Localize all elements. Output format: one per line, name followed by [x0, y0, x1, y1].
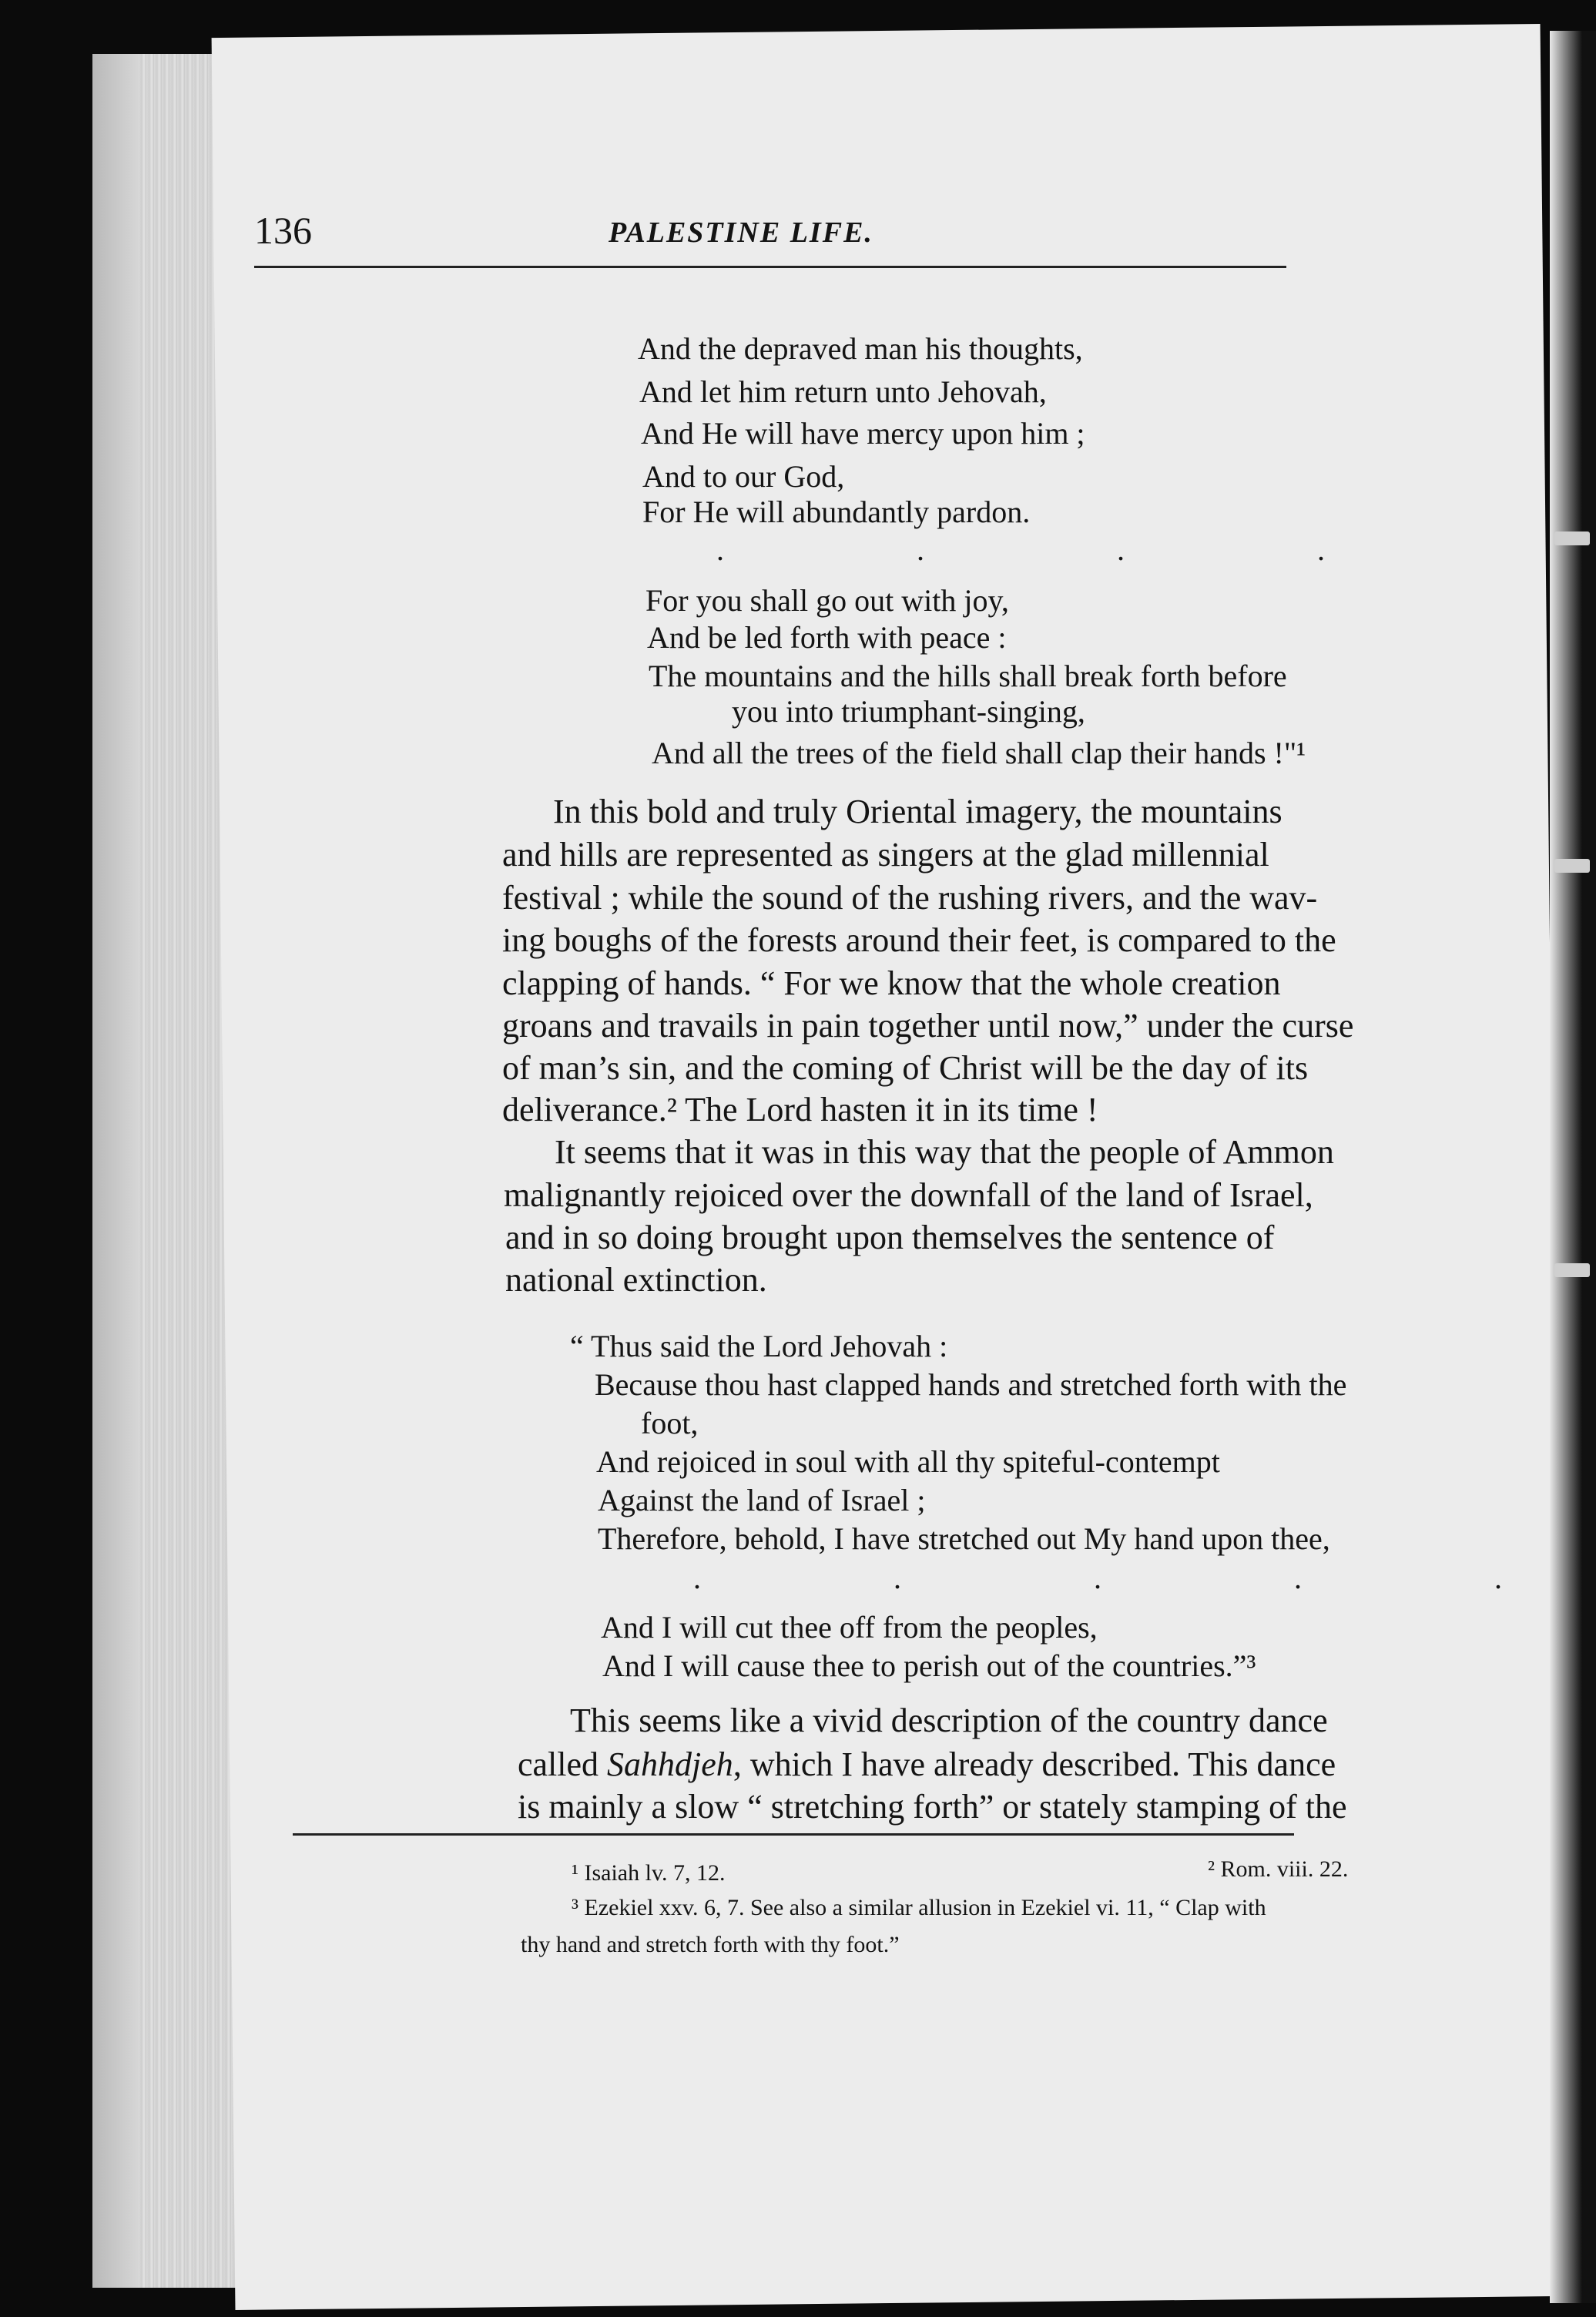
verse-line: And I will cause thee to perish out of the countries.”³ [602, 1648, 1256, 1683]
verse-line: And rejoiced in soul with all thy spiteful-contempt [596, 1444, 1220, 1479]
paragraph-line: In this bold and truly Oriental imagery, the mountains [553, 793, 1282, 830]
binding-tab [1554, 1263, 1590, 1277]
binding-shadow [1550, 31, 1596, 2303]
paragraph-line: malignantly rejoiced over the downfall of the land of Israel, [504, 1176, 1313, 1214]
paragraph-line: called Sahhdjeh, which I have already described. This dance [518, 1745, 1336, 1783]
verse-line: The mountains and the hills shall break forth before [649, 659, 1287, 693]
footnote: thy hand and stretch forth with thy foot.” [521, 1932, 900, 1957]
footnote-rule [293, 1833, 1294, 1836]
paragraph-line: national extinction. [505, 1261, 767, 1299]
paragraph-line: deliverance.² The Lord hasten it in its time ! [502, 1091, 1098, 1128]
binding-tab [1554, 859, 1590, 873]
paragraph-line: groans and travails in pain together until now,” under the curse [502, 1007, 1354, 1044]
verse-line: foot, [641, 1406, 699, 1440]
verse-line: For you shall go out with joy, [645, 583, 1009, 618]
verse-line: And I will cut thee off from the peoples, [601, 1610, 1098, 1645]
italic-term: Sahhdjeh [607, 1745, 733, 1783]
paragraph-line: festival ; while the sound of the rushing rivers, and the wav- [502, 879, 1318, 917]
ellipsis-dots: . . . . [716, 532, 1417, 567]
paragraph-line: This seems like a vivid description of the country dance [570, 1702, 1328, 1739]
verse-line: Because thou hast clapped hands and stretched forth with the [595, 1367, 1347, 1402]
verse-line: And the depraved man his thoughts, [638, 331, 1083, 366]
ellipsis-dots: . . . . . [693, 1561, 1594, 1595]
verse-line: “ Thus said the Lord Jehovah : [570, 1329, 948, 1363]
verse-line: And let him return unto Jehovah, [639, 374, 1047, 409]
verse-line: Against the land of Israel ; [598, 1483, 926, 1517]
verse-line: For He will abundantly pardon. [642, 495, 1031, 529]
running-title: PALESTINE LIFE. [609, 216, 873, 249]
paragraph-line: and in so doing brought upon themselves the sentence of [505, 1219, 1275, 1256]
paragraph-line: and hills are represented as singers at the glad millennial [502, 836, 1269, 873]
verse-line: And all the trees of the field shall clap their hands !"¹ [652, 736, 1306, 770]
verse-line: And be led forth with peace : [647, 620, 1007, 655]
paragraph-line: is mainly a slow “ stretching forth” or stately stamping of the [518, 1788, 1347, 1826]
paragraph-line: ing boughs of the forests around their feet, is compared to the [502, 921, 1336, 959]
verse-line: you into triumphant-singing, [732, 694, 1085, 729]
verse-line: And to our God, [642, 459, 845, 494]
header-rule [254, 266, 1286, 268]
footnote: ¹ Isaiah lv. 7, 12. [572, 1860, 726, 1886]
paragraph-line: It seems that it was in this way that the people of Ammon [555, 1133, 1334, 1171]
footnote: ² Rom. viii. 22. [1208, 1856, 1349, 1882]
page-edges-shadow [92, 54, 139, 2288]
verse-line: Therefore, behold, I have stretched out My hand upon thee, [598, 1521, 1330, 1556]
paragraph-line: clapping of hands. “ For we know that the whole creation [502, 964, 1281, 1002]
verse-line: And He will have mercy upon him ; [641, 416, 1085, 451]
footnote: ³ Ezekiel xxv. 6, 7. See also a similar allusion in Ezekiel vi. 11, “ Clap with [572, 1895, 1266, 1920]
binding-tab [1554, 531, 1590, 545]
page-number: 136 [254, 209, 312, 252]
paragraph-line: of man’s sin, and the coming of Christ will be the day of its [502, 1049, 1309, 1087]
